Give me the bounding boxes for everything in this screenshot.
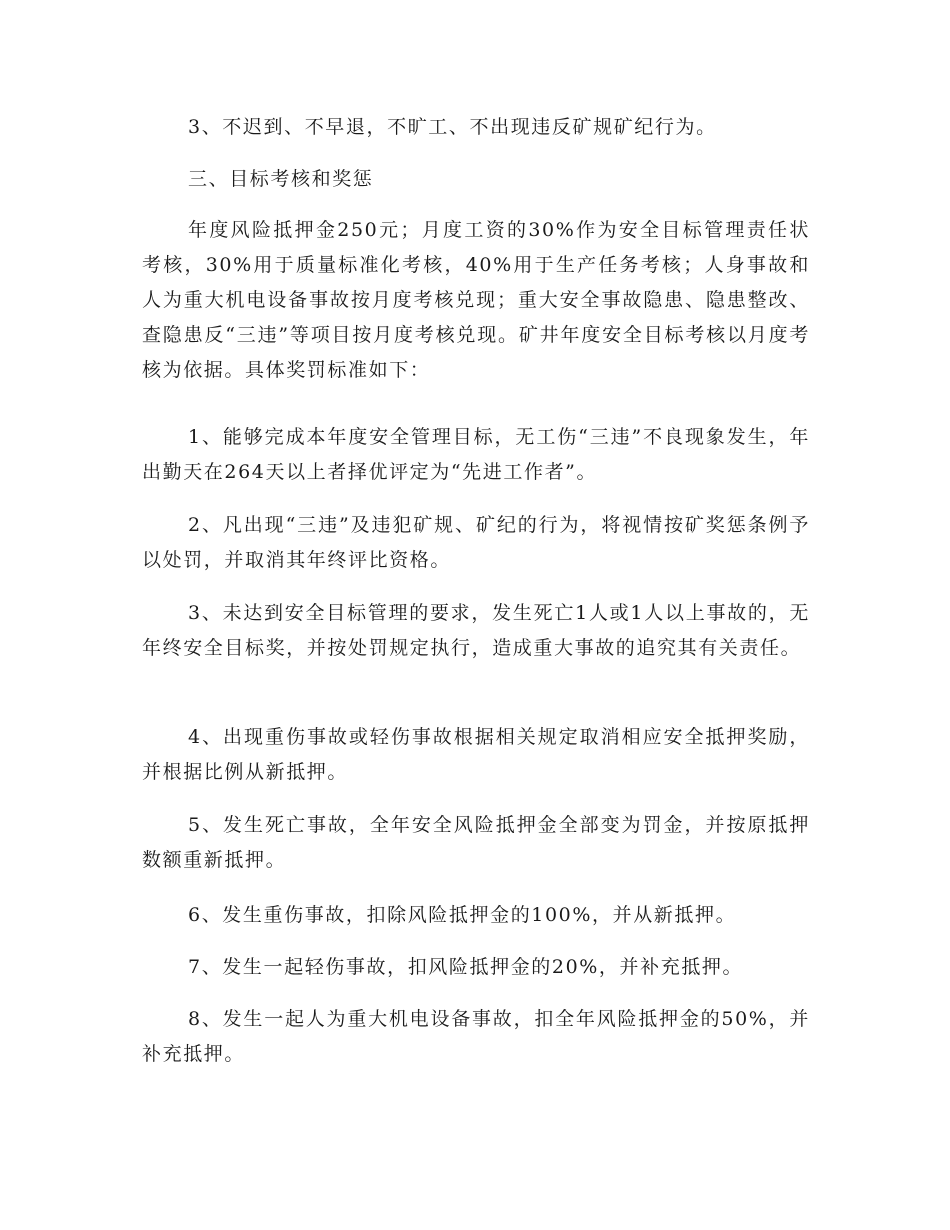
paragraph-penalty-5: 5、发生死亡事故，全年安全风险抵押金全部变为罚金，并按原抵押数额重新抵押。	[142, 814, 810, 871]
paragraph-penalty-4: 4、出现重伤事故或轻伤事故根据相关规定取消相应安全抵押奖励，并根据比例从新抵押。	[142, 726, 810, 783]
paragraph-penalty-6: 6、发生重伤事故，扣除风险抵押金的100%，并从新抵押。	[188, 904, 737, 926]
paragraph-reward-1: 1、能够完成本年度安全管理目标，无工伤“三违”不良现象发生，年出勤天在264天以上者择优评定为“先进工作者”。	[142, 426, 810, 483]
paragraph-rule-3-attendance: 3、不迟到、不早退，不旷工、不出现违反矿规矿纪行为。	[188, 116, 717, 138]
section-heading-assessment: 三、目标考核和奖惩	[188, 168, 374, 190]
paragraph-penalty-3: 3、未达到安全目标管理的要求，发生死亡1人或1人以上事故的，无年终安全目标奖，并按处罚规定执行，造成重大事故的追究其有关责任。	[142, 602, 810, 659]
paragraph-annual-deposit: 年度风险抵押金250元；月度工资的30%作为安全目标管理责任状考核，30%用于质量标准化考核，40%用于生产任务考核；人身事故和人为重大机电设备事故按月度考核兑现；重大安全事故隐患、隐患整改、查隐患反“三违”等项目按月度考核兑现。矿井年度安全目标考核以月度考核为依据。具体奖罚标准如下：	[142, 219, 810, 381]
paragraph-penalty-7: 7、发生一起轻伤事故，扣风险抵押金的20%，并补充抵押。	[188, 956, 744, 978]
paragraph-penalty-2: 2、凡出现“三违”及违犯矿规、矿纪的行为，将视情按矿奖惩条例予以处罚，并取消其年终评比资格。	[142, 514, 810, 571]
paragraph-penalty-8: 8、发生一起人为重大机电设备事故，扣全年风险抵押金的50%，并补充抵押。	[142, 1008, 810, 1065]
